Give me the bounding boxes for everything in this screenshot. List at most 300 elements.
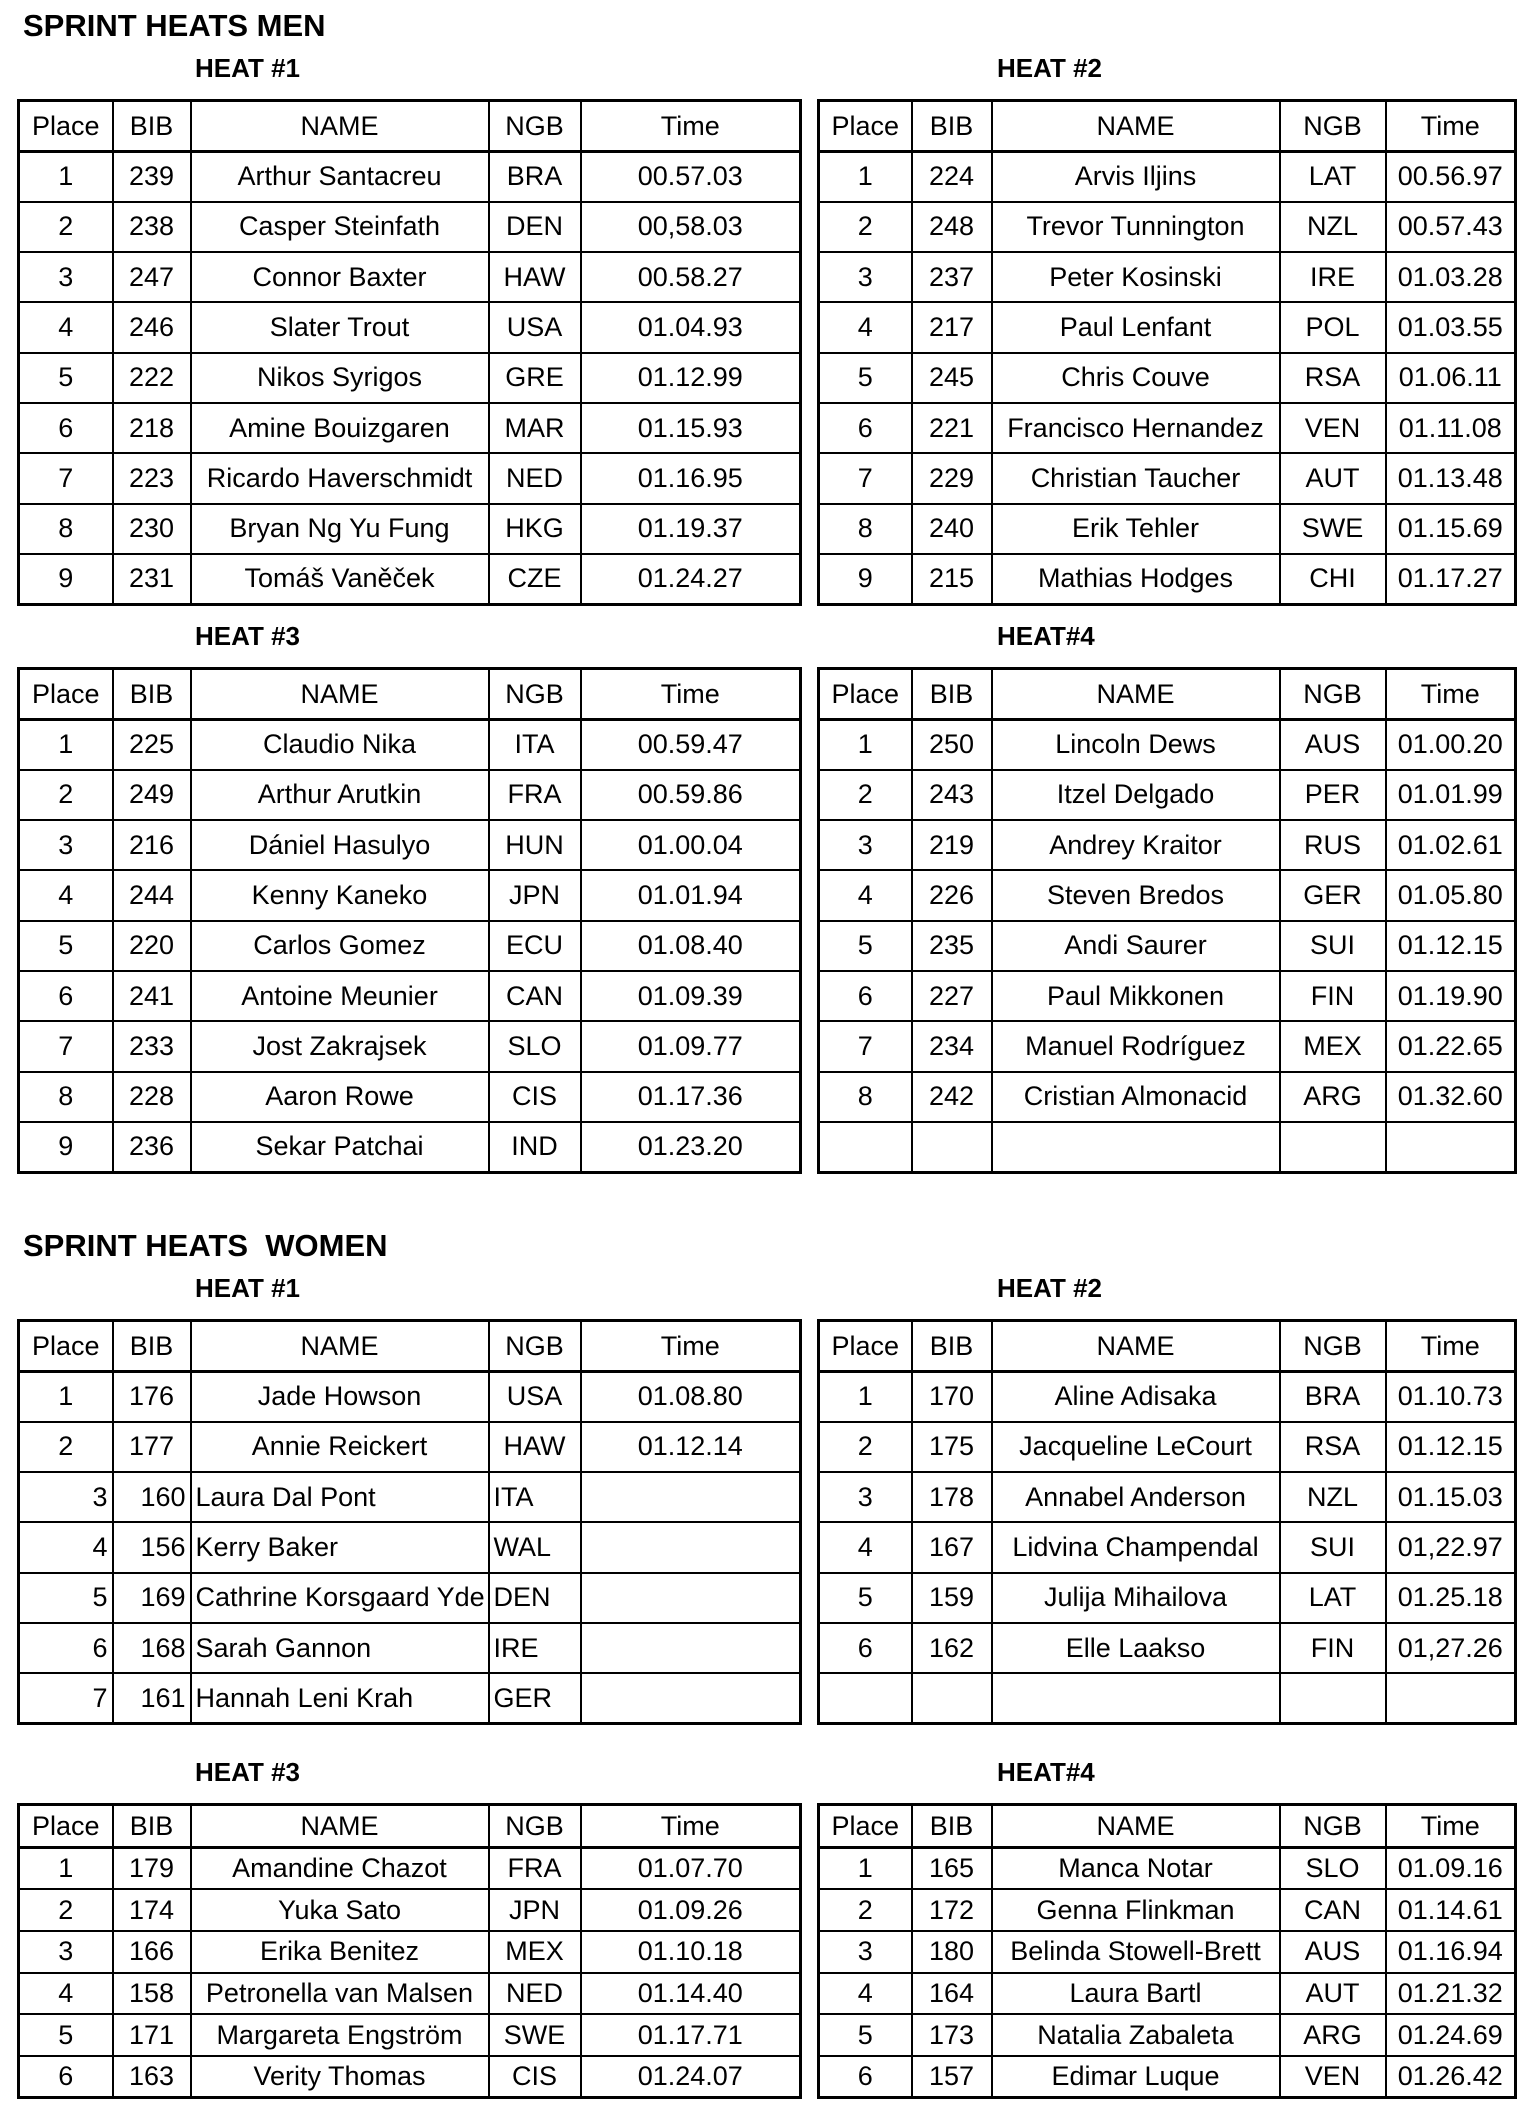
table-row bbox=[19, 1372, 801, 1422]
cell-time: 01.03.55 bbox=[1386, 302, 1516, 352]
cell-place: 3 bbox=[19, 1931, 113, 1973]
table-row bbox=[819, 1889, 1516, 1931]
cell-ngb: NZL bbox=[1280, 202, 1386, 252]
column-header-place: Place bbox=[19, 1805, 113, 1848]
cell-ngb: ARG bbox=[1280, 2014, 1386, 2056]
cell-ngb: AUT bbox=[1280, 453, 1386, 503]
cell-place: 2 bbox=[819, 1422, 912, 1472]
column-header-place: Place bbox=[819, 1805, 912, 1848]
column-header-place: Place bbox=[19, 1321, 113, 1372]
table-row bbox=[19, 1522, 801, 1572]
cell-name bbox=[992, 1673, 1280, 1723]
table-row bbox=[819, 870, 1516, 920]
cell-name: Kenny Kaneko bbox=[191, 870, 489, 920]
cell-place: 3 bbox=[19, 252, 113, 302]
cell-place: 4 bbox=[819, 1522, 912, 1572]
cell-time: 01.14.61 bbox=[1386, 1889, 1516, 1931]
cell-time: 00.57.43 bbox=[1386, 202, 1516, 252]
table-row bbox=[19, 152, 801, 202]
table-row bbox=[819, 971, 1516, 1021]
cell-ngb bbox=[1280, 1673, 1386, 1723]
cell-bib: 246 bbox=[113, 302, 191, 352]
column-header-name: NAME bbox=[992, 1805, 1280, 1848]
cell-ngb: FRA bbox=[489, 770, 581, 820]
table-row bbox=[19, 1623, 801, 1673]
table-row bbox=[819, 2056, 1516, 2098]
cell-bib: 159 bbox=[912, 1573, 992, 1623]
cell-bib: 239 bbox=[113, 152, 191, 202]
table-row bbox=[819, 554, 1516, 604]
table-row bbox=[19, 1848, 801, 1890]
cell-ngb: FIN bbox=[1280, 971, 1386, 1021]
column-header-name: NAME bbox=[191, 1321, 489, 1372]
cell-ngb: GRE bbox=[489, 353, 581, 403]
table-row bbox=[19, 2014, 801, 2056]
cell-bib: 157 bbox=[912, 2056, 992, 2098]
cell-time: 01.08.80 bbox=[581, 1372, 801, 1422]
heat-table-women-2 bbox=[817, 1273, 1517, 1725]
cell-name: Chris Couve bbox=[992, 353, 1280, 403]
column-header-time: Time bbox=[1386, 1805, 1516, 1848]
cell-bib: 247 bbox=[113, 252, 191, 302]
cell-place: 2 bbox=[19, 1422, 113, 1472]
cell-bib: 233 bbox=[113, 1021, 191, 1071]
cell-time: 01.12.99 bbox=[581, 353, 801, 403]
cell-time: 00,58.03 bbox=[581, 202, 801, 252]
cell-name: Natalia Zabaleta bbox=[992, 2014, 1280, 2056]
column-header-name: NAME bbox=[191, 1805, 489, 1848]
table-row bbox=[19, 1122, 801, 1172]
cell-name: Andi Saurer bbox=[992, 921, 1280, 971]
table-row bbox=[19, 1973, 801, 2015]
cell-ngb: CAN bbox=[489, 971, 581, 1021]
column-header-ngb: NGB bbox=[1280, 1321, 1386, 1372]
table-row bbox=[19, 1472, 801, 1522]
column-header-name: NAME bbox=[992, 669, 1280, 720]
cell-name: Lidvina Champendal bbox=[992, 1522, 1280, 1572]
cell-place: 4 bbox=[819, 1973, 912, 2015]
cell-name: Lincoln Dews bbox=[992, 720, 1280, 770]
table-row bbox=[819, 1931, 1516, 1973]
cell-name: Bryan Ng Yu Fung bbox=[191, 504, 489, 554]
column-header-place: Place bbox=[819, 1321, 912, 1372]
column-header-bib: BIB bbox=[912, 1321, 992, 1372]
table-row bbox=[819, 152, 1516, 202]
heat-title: HEAT #2 bbox=[997, 53, 1102, 83]
cell-name: Mathias Hodges bbox=[992, 554, 1280, 604]
results-table bbox=[17, 1319, 802, 1725]
cell-ngb: AUS bbox=[1280, 1931, 1386, 1973]
cell-name: Verity Thomas bbox=[191, 2056, 489, 2098]
cell-time: 01.15.03 bbox=[1386, 1472, 1516, 1522]
cell-name: Arthur Santacreu bbox=[191, 152, 489, 202]
cell-time bbox=[581, 1472, 801, 1522]
heat-table-men-4 bbox=[817, 621, 1517, 1174]
cell-time: 01.24.27 bbox=[581, 554, 801, 604]
table-row bbox=[819, 202, 1516, 252]
cell-ngb: SLO bbox=[489, 1021, 581, 1071]
cell-name: Andrey Kraitor bbox=[992, 820, 1280, 870]
cell-name: Belinda Stowell-Brett bbox=[992, 1931, 1280, 1973]
cell-place: 5 bbox=[19, 353, 113, 403]
cell-place: 5 bbox=[819, 1573, 912, 1623]
cell-name: Cristian Almonacid bbox=[992, 1072, 1280, 1122]
cell-bib: 250 bbox=[912, 720, 992, 770]
cell-name: Petronella van Malsen bbox=[191, 1973, 489, 2015]
cell-bib: 164 bbox=[912, 1973, 992, 2015]
cell-bib: 234 bbox=[912, 1021, 992, 1071]
table-row bbox=[19, 1422, 801, 1472]
table-row bbox=[19, 202, 801, 252]
cell-name: Casper Steinfath bbox=[191, 202, 489, 252]
cell-name: Kerry Baker bbox=[191, 1522, 489, 1572]
cell-ngb: NZL bbox=[1280, 1472, 1386, 1522]
cell-place: 7 bbox=[19, 1021, 113, 1071]
cell-time: 01.05.80 bbox=[1386, 870, 1516, 920]
cell-name: Edimar Luque bbox=[992, 2056, 1280, 2098]
cell-ngb: MEX bbox=[1280, 1021, 1386, 1071]
column-header-place: Place bbox=[819, 669, 912, 720]
column-header-name: NAME bbox=[992, 101, 1280, 152]
cell-bib: 215 bbox=[912, 554, 992, 604]
cell-ngb: WAL bbox=[489, 1522, 581, 1572]
cell-time: 01.09.39 bbox=[581, 971, 801, 1021]
cell-time: 01.17.27 bbox=[1386, 554, 1516, 604]
table-row bbox=[19, 353, 801, 403]
cell-bib: 229 bbox=[912, 453, 992, 503]
cell-place: 2 bbox=[819, 202, 912, 252]
table-row bbox=[819, 1673, 1516, 1723]
cell-bib: 180 bbox=[912, 1931, 992, 1973]
cell-time: 01.09.16 bbox=[1386, 1848, 1516, 1890]
cell-bib: 226 bbox=[912, 870, 992, 920]
column-header-time: Time bbox=[581, 101, 801, 152]
cell-place: 4 bbox=[19, 1522, 113, 1572]
cell-place: 2 bbox=[819, 770, 912, 820]
cell-ngb: DEN bbox=[489, 202, 581, 252]
cell-bib: 166 bbox=[113, 1931, 191, 1973]
column-header-name: NAME bbox=[191, 669, 489, 720]
cell-time: 01.02.61 bbox=[1386, 820, 1516, 870]
cell-ngb: BRA bbox=[489, 152, 581, 202]
cell-time: 01.09.26 bbox=[581, 1889, 801, 1931]
cell-place: 7 bbox=[19, 453, 113, 503]
cell-time bbox=[581, 1573, 801, 1623]
cell-time: 00.56.97 bbox=[1386, 152, 1516, 202]
cell-bib: 228 bbox=[113, 1072, 191, 1122]
column-header-place: Place bbox=[819, 101, 912, 152]
cell-place: 6 bbox=[819, 2056, 912, 2098]
column-header-bib: BIB bbox=[113, 1321, 191, 1372]
cell-bib: 175 bbox=[912, 1422, 992, 1472]
cell-name: Aaron Rowe bbox=[191, 1072, 489, 1122]
cell-time: 01.24.69 bbox=[1386, 2014, 1516, 2056]
table-row bbox=[19, 921, 801, 971]
cell-ngb: PER bbox=[1280, 770, 1386, 820]
cell-name: Dániel Hasulyo bbox=[191, 820, 489, 870]
cell-place: 3 bbox=[19, 1472, 113, 1522]
cell-bib: 163 bbox=[113, 2056, 191, 2098]
cell-time: 01.11.08 bbox=[1386, 403, 1516, 453]
table-row bbox=[819, 504, 1516, 554]
cell-ngb: NED bbox=[489, 453, 581, 503]
cell-place: 3 bbox=[19, 820, 113, 870]
cell-name: Nikos Syrigos bbox=[191, 353, 489, 403]
table-row bbox=[819, 720, 1516, 770]
cell-name: Jade Howson bbox=[191, 1372, 489, 1422]
table-row bbox=[819, 403, 1516, 453]
cell-time: 01.04.93 bbox=[581, 302, 801, 352]
results-table bbox=[817, 1319, 1517, 1725]
table-row bbox=[19, 1673, 801, 1723]
cell-time: 01.15.69 bbox=[1386, 504, 1516, 554]
cell-ngb: HAW bbox=[489, 1422, 581, 1472]
cell-bib: 174 bbox=[113, 1889, 191, 1931]
cell-bib: 160 bbox=[113, 1472, 191, 1522]
cell-time: 01.14.40 bbox=[581, 1973, 801, 2015]
column-header-ngb: NGB bbox=[1280, 101, 1386, 152]
cell-time: 01.16.95 bbox=[581, 453, 801, 503]
cell-name: Yuka Sato bbox=[191, 1889, 489, 1931]
cell-time: 00.59.47 bbox=[581, 720, 801, 770]
cell-ngb: SWE bbox=[1280, 504, 1386, 554]
section-title-women: SPRINT HEATS WOMEN bbox=[23, 1228, 388, 1263]
cell-place: 6 bbox=[19, 403, 113, 453]
cell-ngb: FRA bbox=[489, 1848, 581, 1890]
table-row bbox=[19, 1021, 801, 1071]
cell-place: 5 bbox=[19, 2014, 113, 2056]
cell-time: 01.10.18 bbox=[581, 1931, 801, 1973]
cell-bib: 248 bbox=[912, 202, 992, 252]
cell-time: 01.19.37 bbox=[581, 504, 801, 554]
cell-name: Aline Adisaka bbox=[992, 1372, 1280, 1422]
cell-bib: 231 bbox=[113, 554, 191, 604]
cell-time: 01.25.18 bbox=[1386, 1573, 1516, 1623]
heat-title: HEAT#4 bbox=[997, 1757, 1095, 1787]
column-header-place: Place bbox=[19, 669, 113, 720]
cell-bib: 171 bbox=[113, 2014, 191, 2056]
cell-time: 00.58.27 bbox=[581, 252, 801, 302]
cell-ngb: RSA bbox=[1280, 353, 1386, 403]
cell-place: 4 bbox=[819, 302, 912, 352]
heat-table-women-4 bbox=[817, 1757, 1517, 2099]
cell-time: 01.03.28 bbox=[1386, 252, 1516, 302]
cell-place: 6 bbox=[19, 971, 113, 1021]
cell-place: 3 bbox=[819, 252, 912, 302]
cell-ngb: HUN bbox=[489, 820, 581, 870]
cell-name: Paul Mikkonen bbox=[992, 971, 1280, 1021]
cell-name: Manca Notar bbox=[992, 1848, 1280, 1890]
cell-ngb: FIN bbox=[1280, 1623, 1386, 1673]
cell-name: Arthur Arutkin bbox=[191, 770, 489, 820]
cell-place: 8 bbox=[819, 504, 912, 554]
cell-name: Manuel Rodríguez bbox=[992, 1021, 1280, 1071]
cell-place: 5 bbox=[819, 353, 912, 403]
cell-name: Laura Bartl bbox=[992, 1973, 1280, 2015]
table-row bbox=[19, 770, 801, 820]
cell-bib: 170 bbox=[912, 1372, 992, 1422]
cell-ngb bbox=[1280, 1122, 1386, 1172]
cell-ngb: AUT bbox=[1280, 1973, 1386, 2015]
cell-name: Paul Lenfant bbox=[992, 302, 1280, 352]
cell-time: 01.15.93 bbox=[581, 403, 801, 453]
cell-bib: 244 bbox=[113, 870, 191, 920]
cell-ngb: GER bbox=[489, 1673, 581, 1723]
cell-time: 01.12.15 bbox=[1386, 1422, 1516, 1472]
cell-time: 01.10.73 bbox=[1386, 1372, 1516, 1422]
cell-bib: 176 bbox=[113, 1372, 191, 1422]
cell-bib: 224 bbox=[912, 152, 992, 202]
cell-time: 01.09.77 bbox=[581, 1021, 801, 1071]
cell-time: 01.06.11 bbox=[1386, 353, 1516, 403]
cell-ngb: USA bbox=[489, 302, 581, 352]
cell-place: 6 bbox=[819, 403, 912, 453]
column-header-time: Time bbox=[581, 1805, 801, 1848]
table-row bbox=[19, 1889, 801, 1931]
column-header-bib: BIB bbox=[912, 669, 992, 720]
column-header-ngb: NGB bbox=[489, 101, 581, 152]
cell-bib: 162 bbox=[912, 1623, 992, 1673]
cell-ngb: ECU bbox=[489, 921, 581, 971]
cell-ngb: POL bbox=[1280, 302, 1386, 352]
table-row bbox=[819, 1372, 1516, 1422]
cell-name: Julija Mihailova bbox=[992, 1573, 1280, 1623]
cell-name: Arvis Iljins bbox=[992, 152, 1280, 202]
cell-place: 7 bbox=[19, 1673, 113, 1723]
column-header-bib: BIB bbox=[113, 669, 191, 720]
table-row bbox=[19, 1072, 801, 1122]
cell-bib: 238 bbox=[113, 202, 191, 252]
column-header-name: NAME bbox=[191, 101, 489, 152]
cell-bib: 165 bbox=[912, 1848, 992, 1890]
cell-place: 5 bbox=[819, 2014, 912, 2056]
table-row bbox=[819, 820, 1516, 870]
cell-name: Jacqueline LeCourt bbox=[992, 1422, 1280, 1472]
table-row bbox=[819, 1072, 1516, 1122]
cell-ngb: ARG bbox=[1280, 1072, 1386, 1122]
table-row bbox=[819, 1973, 1516, 2015]
cell-place: 9 bbox=[819, 554, 912, 604]
cell-place: 1 bbox=[819, 1848, 912, 1890]
cell-bib: 217 bbox=[912, 302, 992, 352]
cell-name: Sekar Patchai bbox=[191, 1122, 489, 1172]
cell-bib: 227 bbox=[912, 971, 992, 1021]
cell-name: Sarah Gannon bbox=[191, 1623, 489, 1673]
heat-title: HEAT #2 bbox=[997, 1273, 1102, 1303]
cell-name: Annabel Anderson bbox=[992, 1472, 1280, 1522]
cell-ngb: SUI bbox=[1280, 1522, 1386, 1572]
cell-name: Peter Kosinski bbox=[992, 252, 1280, 302]
cell-place: 6 bbox=[819, 1623, 912, 1673]
cell-name: Slater Trout bbox=[191, 302, 489, 352]
cell-bib: 240 bbox=[912, 504, 992, 554]
cell-bib: 220 bbox=[113, 921, 191, 971]
table-row bbox=[819, 1422, 1516, 1472]
cell-bib: 179 bbox=[113, 1848, 191, 1890]
table-row bbox=[819, 1623, 1516, 1673]
cell-place: 9 bbox=[19, 1122, 113, 1172]
cell-place: 8 bbox=[19, 1072, 113, 1122]
cell-ngb: VEN bbox=[1280, 403, 1386, 453]
cell-name: Francisco Hernandez bbox=[992, 403, 1280, 453]
cell-name: Hannah Leni Krah bbox=[191, 1673, 489, 1723]
cell-name: Ricardo Haverschmidt bbox=[191, 453, 489, 503]
cell-place: 3 bbox=[819, 820, 912, 870]
cell-bib: 169 bbox=[113, 1573, 191, 1623]
table-row bbox=[19, 820, 801, 870]
cell-time bbox=[1386, 1122, 1516, 1172]
column-header-place: Place bbox=[19, 101, 113, 152]
cell-place: 8 bbox=[19, 504, 113, 554]
cell-ngb: LAT bbox=[1280, 1573, 1386, 1623]
cell-ngb: AUS bbox=[1280, 720, 1386, 770]
column-header-ngb: NGB bbox=[1280, 1805, 1386, 1848]
cell-name: Margareta Engström bbox=[191, 2014, 489, 2056]
cell-place: 8 bbox=[819, 1072, 912, 1122]
heat-title: HEAT #3 bbox=[195, 1757, 300, 1787]
cell-name: Steven Bredos bbox=[992, 870, 1280, 920]
cell-ngb: RSA bbox=[1280, 1422, 1386, 1472]
cell-name: Tomáš Vaněček bbox=[191, 554, 489, 604]
results-table bbox=[817, 667, 1517, 1174]
cell-time: 01.07.70 bbox=[581, 1848, 801, 1890]
cell-ngb: SUI bbox=[1280, 921, 1386, 971]
cell-time: 00.57.03 bbox=[581, 152, 801, 202]
table-row bbox=[819, 770, 1516, 820]
cell-time: 01.24.07 bbox=[581, 2056, 801, 2098]
heat-title: HEAT #1 bbox=[195, 1273, 300, 1303]
cell-time: 01.22.65 bbox=[1386, 1021, 1516, 1071]
cell-bib: 156 bbox=[113, 1522, 191, 1572]
table-row bbox=[819, 302, 1516, 352]
column-header-bib: BIB bbox=[113, 1805, 191, 1848]
cell-ngb: JPN bbox=[489, 870, 581, 920]
cell-place: 1 bbox=[19, 1372, 113, 1422]
cell-place: 4 bbox=[19, 302, 113, 352]
column-header-time: Time bbox=[581, 669, 801, 720]
cell-name: Amandine Chazot bbox=[191, 1848, 489, 1890]
cell-place: 1 bbox=[819, 1372, 912, 1422]
cell-place: 6 bbox=[819, 971, 912, 1021]
cell-time: 01.00.04 bbox=[581, 820, 801, 870]
results-table bbox=[817, 1803, 1517, 2099]
cell-bib: 158 bbox=[113, 1973, 191, 2015]
cell-place: 6 bbox=[19, 2056, 113, 2098]
cell-ngb: NED bbox=[489, 1973, 581, 2015]
cell-bib: 177 bbox=[113, 1422, 191, 1472]
cell-name: Jost Zakrajsek bbox=[191, 1021, 489, 1071]
cell-ngb: IRE bbox=[1280, 252, 1386, 302]
cell-bib: 241 bbox=[113, 971, 191, 1021]
cell-time: 01.12.15 bbox=[1386, 921, 1516, 971]
results-table bbox=[17, 99, 802, 606]
table-row bbox=[19, 870, 801, 920]
cell-bib: 173 bbox=[912, 2014, 992, 2056]
cell-time bbox=[581, 1522, 801, 1572]
heat-title: HEAT #3 bbox=[195, 621, 300, 651]
heat-table-women-1 bbox=[17, 1273, 802, 1725]
cell-bib: 235 bbox=[912, 921, 992, 971]
table-row bbox=[19, 302, 801, 352]
table-row bbox=[819, 353, 1516, 403]
table-row bbox=[19, 252, 801, 302]
table-row bbox=[819, 2014, 1516, 2056]
heat-title: HEAT #1 bbox=[195, 53, 300, 83]
cell-bib: 216 bbox=[113, 820, 191, 870]
cell-time: 01.01.94 bbox=[581, 870, 801, 920]
cell-time bbox=[1386, 1673, 1516, 1723]
cell-place: 2 bbox=[19, 202, 113, 252]
